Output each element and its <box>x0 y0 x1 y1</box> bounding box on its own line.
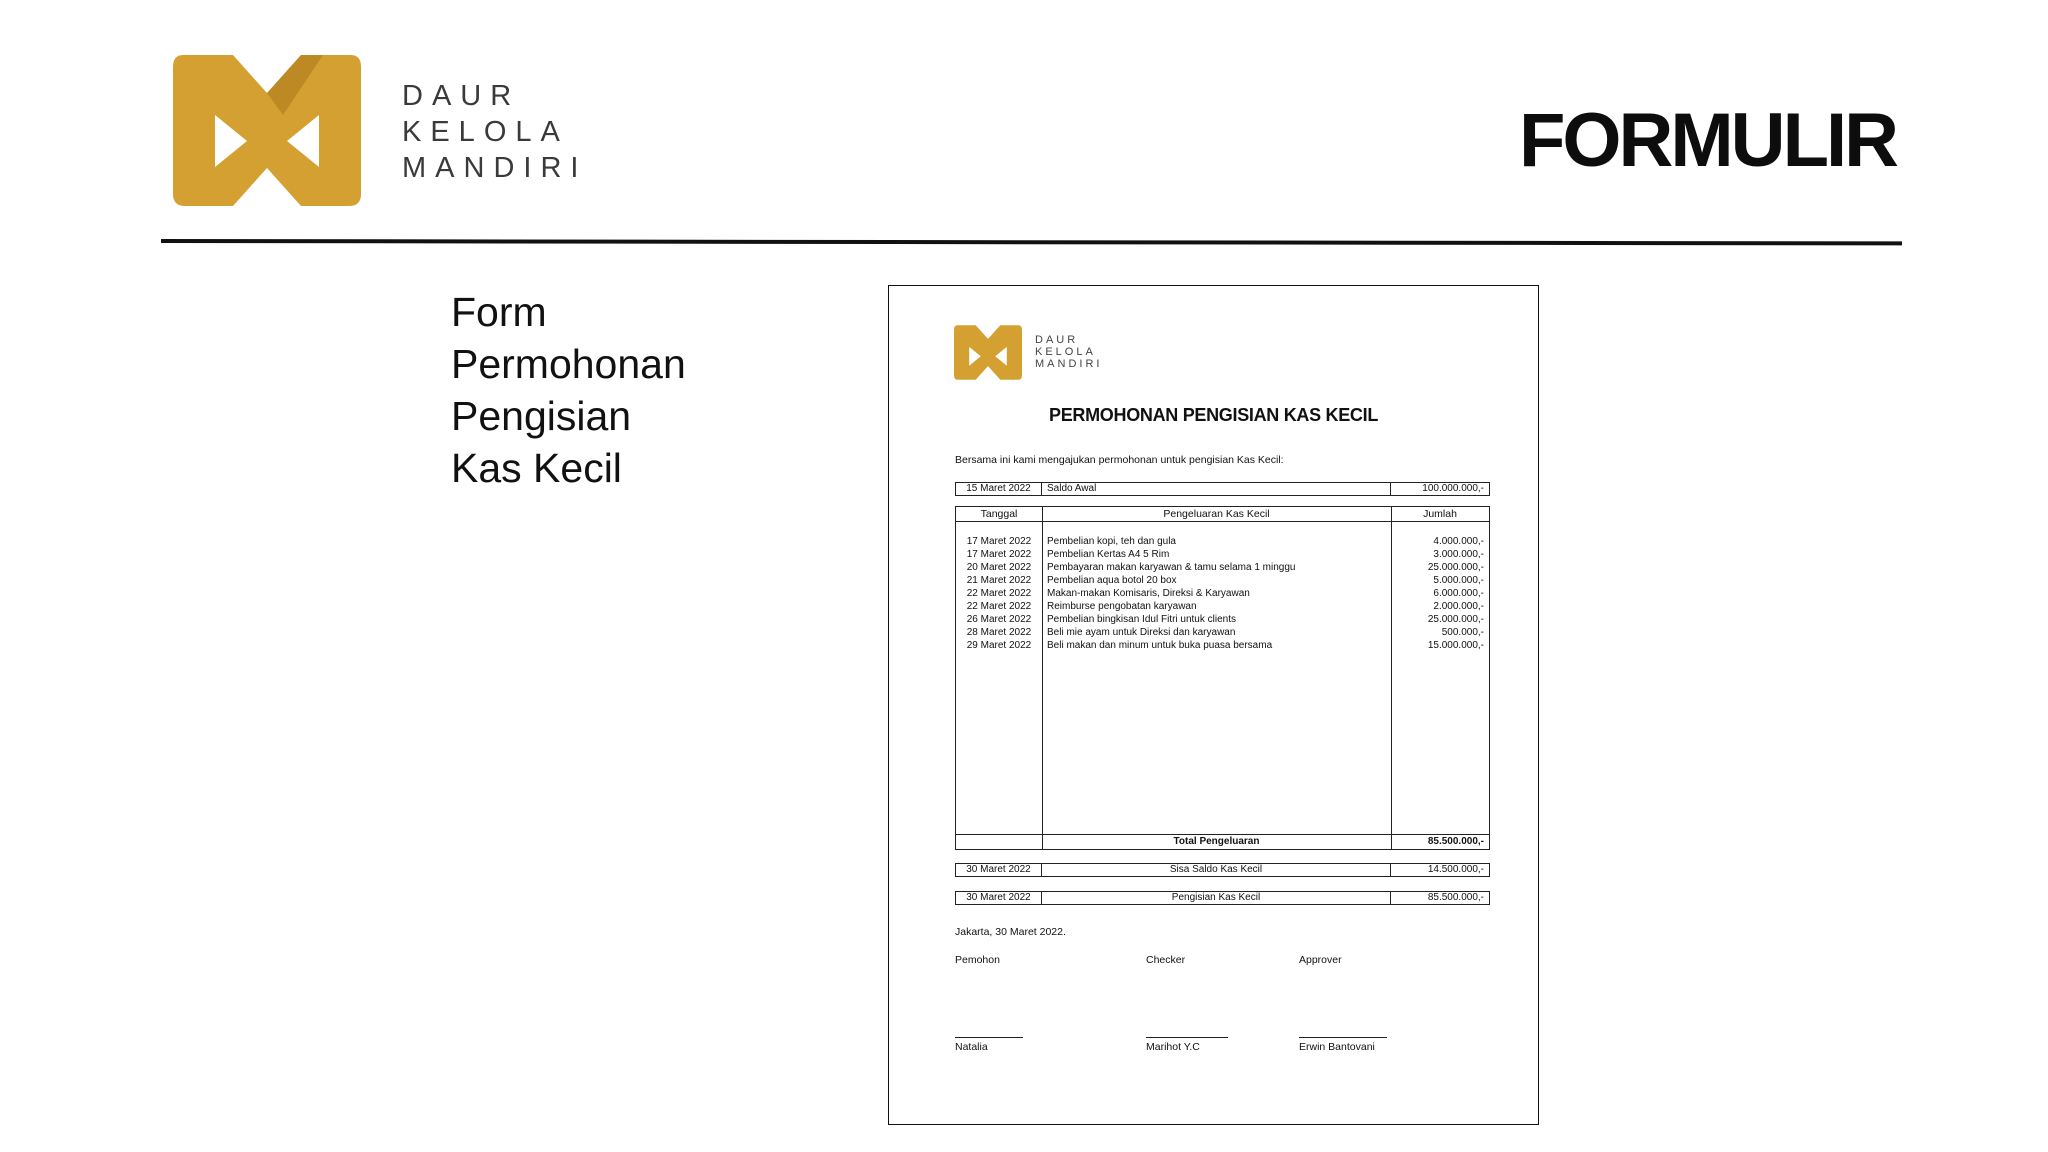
table-row <box>956 535 1489 548</box>
row-description: Pembelian aqua botol 20 box <box>1047 575 1177 586</box>
row-description: Reimburse pengobatan karyawan <box>1047 601 1197 612</box>
signature-line <box>1146 1037 1228 1038</box>
document-intro: Bersama ini kami mengajukan permohonan untuk pengisian Kas Kecil: <box>955 454 1284 466</box>
place-date: Jakarta, 30 Maret 2022. <box>955 926 1066 938</box>
page-heading: FORMULIR <box>1518 98 1896 183</box>
table-row <box>956 587 1489 600</box>
refill-date: 30 Maret 2022 <box>956 892 1042 904</box>
brand-name-line: KELOLA <box>402 116 569 148</box>
row-date: 21 Maret 2022 <box>966 575 1032 586</box>
row-amount: 25.000.000,- <box>1427 614 1484 625</box>
refill-amount: 85.500.000,- <box>1427 892 1484 903</box>
company-logo-icon <box>173 55 361 206</box>
row-date: 20 Maret 2022 <box>966 562 1032 573</box>
row-date: 29 Maret 2022 <box>966 640 1032 651</box>
side-title-line: Form <box>451 289 547 335</box>
row-date: 17 Maret 2022 <box>966 549 1032 560</box>
row-description: Beli makan dan minum untuk buka puasa bersama <box>1047 640 1273 651</box>
table-row <box>956 561 1489 574</box>
table-row <box>956 626 1489 639</box>
side-title-line: Permohonan <box>451 341 686 387</box>
side-title-line: Pengisian <box>451 393 632 439</box>
column-header-amount: Jumlah <box>1423 508 1457 520</box>
total-label: Total Pengeluaran <box>1173 836 1260 847</box>
total-row <box>956 835 1489 849</box>
opening-balance-row <box>955 482 1490 496</box>
row-amount: 3.000.000,- <box>1433 549 1484 560</box>
document-title: PERMOHONAN PENGISIAN KAS KECIL <box>1048 405 1379 425</box>
row-amount: 4.000.000,- <box>1433 536 1484 547</box>
refill-label: Pengisian Kas Kecil <box>1042 892 1391 904</box>
row-date: 26 Maret 2022 <box>966 614 1032 625</box>
brand-name-line: MANDIRI <box>402 152 588 184</box>
side-title-line: Kas Kecil <box>451 445 622 491</box>
row-description: Makan-makan Komisaris, Direksi & Karyawan <box>1047 588 1250 599</box>
table-row <box>956 574 1489 587</box>
signature-name-requester: Natalia <box>955 1041 988 1053</box>
row-date: 28 Maret 2022 <box>966 627 1032 638</box>
opening-date: 15 Maret 2022 <box>956 483 1042 495</box>
brand-name-line: KELOLA <box>1035 346 1096 358</box>
row-date: 22 Maret 2022 <box>966 588 1032 599</box>
signature-name-checker: Marihot Y.C <box>1146 1041 1200 1053</box>
table-row <box>956 639 1489 652</box>
form-document <box>888 285 1539 1125</box>
row-description: Pembelian Kertas A4 5 Rim <box>1047 549 1170 560</box>
table-row <box>956 613 1489 626</box>
expense-table <box>955 506 1490 850</box>
signature-line <box>1299 1037 1387 1038</box>
brand-name <box>402 78 587 186</box>
row-description: Pembelian bingkisan Idul Fitri untuk clients <box>1047 614 1236 625</box>
doc-brand-name <box>1035 334 1102 370</box>
column-header-date: Tanggal <box>980 508 1018 520</box>
row-description: Beli mie ayam untuk Direksi dan karyawan <box>1047 627 1236 638</box>
remaining-balance-row <box>955 863 1490 877</box>
row-amount: 15.000.000,- <box>1427 640 1484 651</box>
expense-rows <box>956 535 1489 652</box>
row-amount: 25.000.000,- <box>1427 562 1484 573</box>
signature-line <box>955 1037 1023 1038</box>
refill-row <box>955 891 1490 905</box>
opening-amount: 100.000.000,- <box>1422 483 1484 494</box>
remaining-date: 30 Maret 2022 <box>956 864 1042 876</box>
row-amount: 6.000.000,- <box>1433 588 1484 599</box>
row-description: Pembelian kopi, teh dan gula <box>1047 536 1176 547</box>
total-amount: 85.500.000,- <box>1427 836 1484 847</box>
row-description: Pembayaran makan karyawan & tamu selama 1 minggu <box>1047 562 1296 573</box>
signature-name-approver: Erwin Bantovani <box>1299 1041 1375 1053</box>
company-logo-icon <box>954 325 1022 380</box>
brand-name-line: MANDIRI <box>1035 358 1103 370</box>
signature-role-checker: Checker <box>1146 954 1186 966</box>
signature-role-requester: Pemohon <box>955 954 1000 966</box>
brand-name-line: DAUR <box>1035 334 1079 346</box>
row-amount: 5.000.000,- <box>1433 575 1484 586</box>
row-date: 17 Maret 2022 <box>966 536 1032 547</box>
header-divider <box>161 239 1902 245</box>
remaining-label: Sisa Saldo Kas Kecil <box>1042 864 1391 876</box>
signature-role-approver: Approver <box>1299 954 1342 966</box>
column-header-desc: Pengeluaran Kas Kecil <box>1163 508 1270 520</box>
row-amount: 2.000.000,- <box>1433 601 1484 612</box>
opening-label: Saldo Awal <box>1042 483 1391 495</box>
row-date: 22 Maret 2022 <box>966 601 1032 612</box>
brand-name-line: DAUR <box>402 80 521 112</box>
table-row <box>956 548 1489 561</box>
row-amount: 500.000,- <box>1441 627 1484 638</box>
side-title <box>451 286 686 494</box>
remaining-amount: 14.500.000,- <box>1427 864 1484 875</box>
table-row <box>956 600 1489 613</box>
